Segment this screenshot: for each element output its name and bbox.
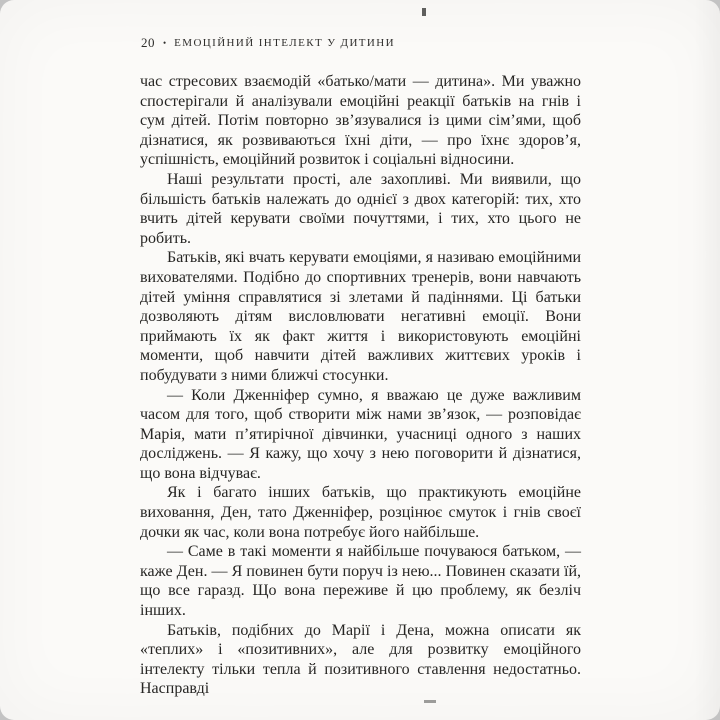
scan-mark-top [422, 8, 426, 16]
paragraph: Батьків, подібних до Марії і Дена, можна описати як «теплих» і «позитивних», але для розвитку емоційного інтелекту тільки тепла й позитивного ставлення недостатньо. Насправді [140, 621, 581, 698]
paragraph: Як і багато інших батьків, що практикують емоційне виховання, Ден, тато Дженніфер, розцінює смуток і гнів своєї дочки як час, коли вона потребує його найбільше. [140, 484, 581, 541]
paragraph: Батьків, які вчать керувати емоціями, я називаю емоційними вихователями. Подібно до спортивних тренерів, вони навчають дітей уміння справлятися зі злетами й падіннями. Ці батьки дозволяють дітям висловлювати негативні емоції. Вони приймають їх як факт життя і використовують емоційні моменти, щоб навчити дітей важливих життєвих уроків і побудувати з ними ближчі стосунки. [140, 249, 581, 384]
paragraph: Наші результати прості, але захопливі. Ми виявили, що більшість батьків належать до однієї з двох категорій: тих, хто вчить дітей керувати своїми почуттями, і тих, хто цього не робить. [140, 170, 581, 247]
page-header [141, 35, 395, 51]
header-bullet-icon: • [163, 38, 167, 48]
scan-mark-bottom [424, 700, 436, 703]
paragraph: час стресових взаємодій «батько/мати — дитина». Ми уважно спостерігали й аналізували емоційні реакції батьків на гнів і сум дітей. Потім повторно зв’язувалися із цими сім’ями, щоб дізнатися, як розвиваються їхні діти, — про їхнє здоров’я, успішність, емоційний розвиток і соціальні відносини. [140, 73, 581, 169]
page-number: 20 [141, 35, 155, 50]
running-title: ЕМОЦІЙНИЙ ІНТЕЛЕКТ У ДИТИНИ [174, 37, 395, 49]
body-text [140, 72, 581, 699]
paragraph: — Коли Дженніфер сумно, я вважаю це дуже важливим часом для того, щоб створити між нами зв’язок, — розповідає Марія, мати п’ятирічної дівчинки, учасниці одного з наших досліджень. — Я кажу, що хочу з нею поговорити й дізнатися, що вона відчуває. [140, 386, 581, 482]
paragraph: — Саме в такі моменти я найбільше почуваюся батьком, — каже Ден. — Я повинен бути поруч із нею... Повинен сказати їй, що все гаразд. Що вона переживе й цю проблему, як безліч інших. [140, 543, 581, 620]
